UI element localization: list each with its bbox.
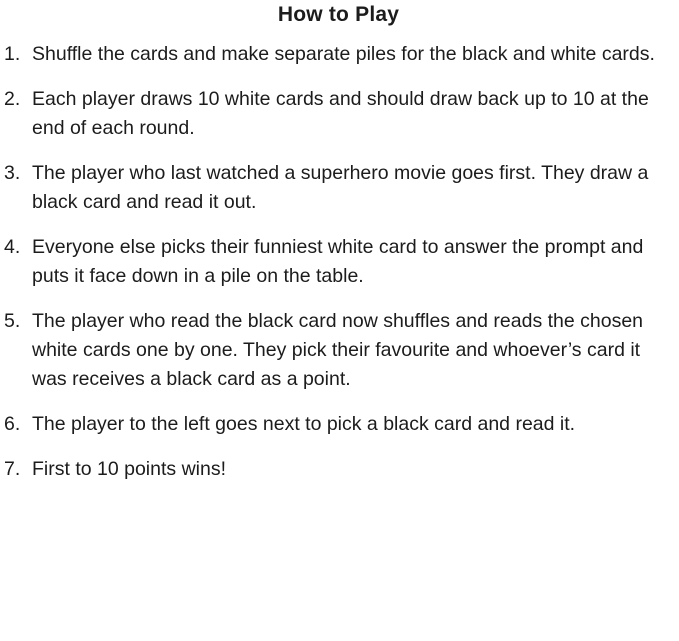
step-text: Everyone else picks their funniest white card to answer the prompt and puts it face down in a pile on the table. bbox=[32, 236, 644, 287]
step-number: 2. bbox=[4, 88, 21, 110]
step-text: The player who last watched a superhero movie goes first. They draw a black card and read it out. bbox=[32, 162, 649, 213]
step-item bbox=[4, 85, 669, 143]
page-title: How to Play bbox=[277, 3, 400, 26]
step-item bbox=[4, 40, 669, 69]
step-item bbox=[4, 159, 669, 217]
step-number: 7. bbox=[4, 458, 21, 480]
step-text: Shuffle the cards and make separate piles for the black and white cards. bbox=[32, 43, 655, 65]
step-text: First to 10 points wins! bbox=[32, 458, 226, 480]
step-number: 4. bbox=[4, 236, 21, 258]
step-number: 5. bbox=[4, 310, 21, 332]
steps-list bbox=[4, 40, 669, 484]
step-text: Each player draws 10 white cards and should draw back up to 10 at the end of each round. bbox=[32, 88, 649, 139]
step-number: 6. bbox=[4, 413, 21, 435]
step-number: 3. bbox=[4, 162, 21, 184]
step-item bbox=[4, 455, 669, 484]
step-item bbox=[4, 233, 669, 291]
step-text: The player to the left goes next to pick a black card and read it. bbox=[32, 413, 576, 435]
step-text: The player who read the black card now shuffles and reads the chosen white cards one by one. They pick their favourite and whoever’s card it was receives a black card as a point. bbox=[32, 310, 644, 390]
step-item bbox=[4, 410, 669, 439]
step-number: 1. bbox=[4, 43, 21, 65]
step-item bbox=[4, 307, 669, 394]
